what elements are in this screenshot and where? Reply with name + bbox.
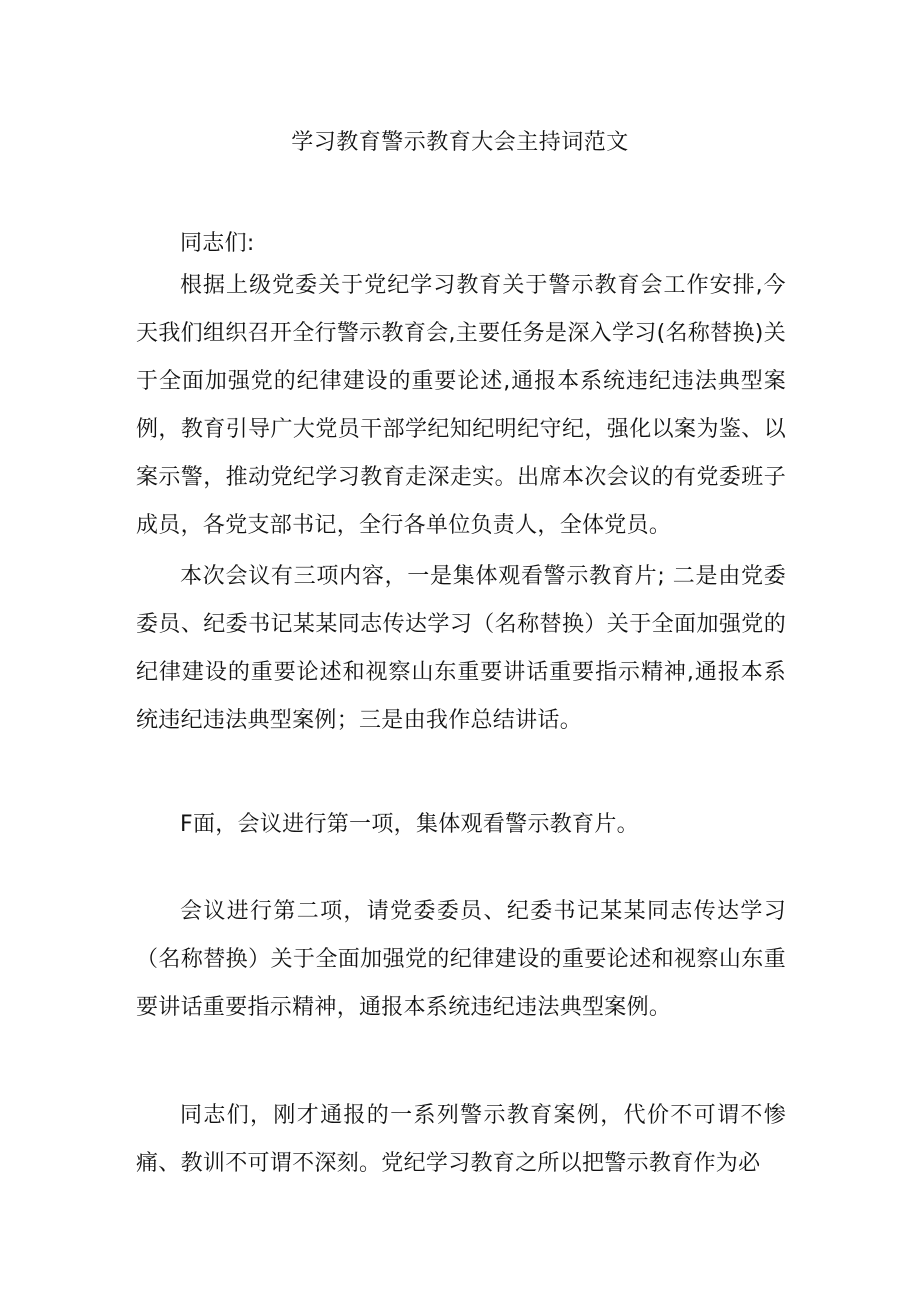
greeting: 同志们: — [180, 231, 255, 256]
paragraph-4: 会议进行第二项，请党委委员、纪委书记某某同志传达学习（名称替换）关于全面加强党的纪律建设的重要论述和视察山东重要讲话重要指示精神，通报本系统违纪违法典型案例。 — [136, 899, 786, 1020]
paragraph-2: 本次会议有三项内容，一是集体观看警示教育片; 二是由党委委员、纪委书记某某同志传达学习（名称替换）关于全面加强党的纪律建设的重要论述和视察山东重要讲话重要指示精神,通报本系统违纪违法典型案例；三是由我作总结讲话。 — [136, 564, 786, 733]
paragraph-1: 根据上级党委关于党纪学习教育关于警示教育会工作安排,今天我们组织召开全行警示教育会,主要任务是深入学习(名称替换)关于全面加强党的纪律建设的重要论述,通报本系统违纪违法典型案例，教育引导广大党员干部学纪知纪明纪守纪，强化以案为鉴、以案示警，推动党纪学习教育走深走实。出席本次会议的有党委班子成员，各党支部书记，全行各单位负责人，全体党员。 — [136, 273, 786, 538]
paragraph-3: F面，会议进行第一项，集体观看警示教育片。 — [180, 812, 639, 837]
document-title: 学习教育警示教育大会主持词范文 — [291, 130, 629, 155]
paragraph-5: 同志们，刚才通报的一系列警示教育案例，代价不可谓不惨痛、教训不可谓不深刻。党纪学习教育之所以把警示教育作为必 — [136, 1103, 786, 1176]
